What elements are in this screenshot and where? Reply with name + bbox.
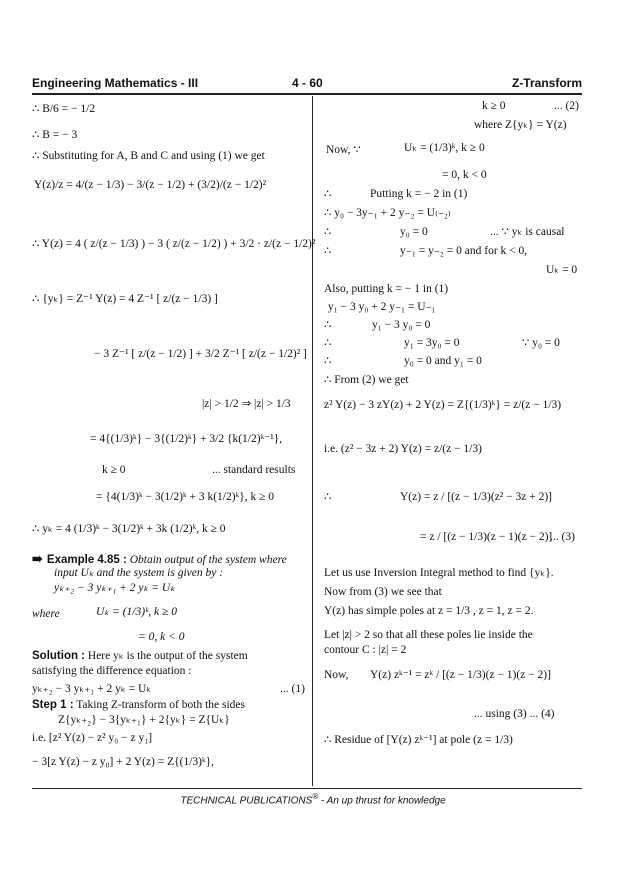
solution-text: Here yₖ is the output of the system	[85, 650, 248, 662]
math-line: yₖ₊₂ − 3 yₖ₊₁ + 2 yₖ = Uₖ	[32, 683, 152, 695]
solution-line	[32, 649, 248, 664]
math-line: y₀ = 0 and y₁ = 0	[404, 355, 482, 367]
math-line: = 0, k < 0	[138, 631, 185, 643]
text-line: contour C : |z| = 2	[324, 644, 407, 656]
text-line: Also, putting k = − 1 in (1)	[324, 283, 449, 295]
math-line: ∴ {yₖ} = Z⁻¹ Y(z) = 4 Z⁻¹ [ z/(z − 1/3) ]	[32, 293, 218, 305]
therefore-symbol: ∴	[324, 491, 332, 503]
footer-tagline: - An up thrust for knowledge	[318, 795, 446, 807]
math-line: |z| > 1/2 ⇒ |z| > 1/3	[202, 398, 291, 410]
example-text: input Uₖ and the system is given by :	[54, 567, 224, 579]
footer	[0, 792, 626, 806]
arrow-icon: ➠	[32, 551, 43, 566]
left-column	[32, 0, 316, 883]
math-line: Uₖ = 0	[546, 264, 578, 276]
math-line: z² Y(z) − 3 zY(z) + 2 Y(z) = Z{(1/3)ᵏ} = z/(z − 1/3)	[324, 399, 562, 411]
therefore-symbol: ∴	[324, 337, 332, 349]
therefore-symbol: ∴	[324, 355, 332, 367]
math-note: ∵ y₀ = 0	[522, 337, 560, 349]
math-line: = {4(1/3)ᵏ − 3(1/2)ᵏ + 3 k(1/2)ᵏ}, k ≥ 0	[96, 491, 275, 503]
math-line: = z / [(z − 1/3)(z − 1)(z − 2)]	[420, 531, 553, 543]
math-line: ∴ yₖ = 4 (1/3)ᵏ − 3(1/2)ᵏ + 3k (1/2)ᵏ, k ≥ 0	[32, 523, 226, 535]
math-note: ... ∵ yₖ is causal	[490, 226, 565, 238]
footer-rule	[32, 788, 582, 789]
math-line: Z{yₖ₊₂} − 3{yₖ₊₁} + 2{yₖ} = Z{Uₖ}	[58, 714, 230, 726]
running-header-chapter: Z-Transform	[511, 76, 582, 90]
math-line: i.e. [z² Y(z) − z² y₀ − z y₁]	[32, 732, 153, 744]
math-line: where Z{yₖ} = Y(z)	[474, 119, 567, 131]
registered-mark: ®	[312, 792, 319, 801]
math-line: i.e. (z² − 3z + 2) Y(z) = z/(z − 1/3)	[324, 443, 482, 455]
math-line: Uₖ = (1/3)ᵏ, k ≥ 0	[96, 606, 177, 618]
equation-ref: ... (1)	[280, 683, 305, 695]
column-divider	[312, 96, 313, 786]
math-line: y₀ = 0	[400, 226, 428, 238]
math-line: − 3[z Y(z) − z y₀] + 2 Y(z) = Z{(1/3)ᵏ},	[32, 756, 215, 768]
therefore-symbol: ∴	[324, 319, 332, 331]
therefore-symbol: ∴	[324, 226, 332, 238]
math-line: Y(z) zᵏ⁻¹ = zᵏ / [(z − 1/3)(z − 1)(z − 2)]	[370, 669, 551, 681]
running-header-title: Engineering Mathematics - III	[32, 76, 199, 90]
footer-publisher: TECHNICAL PUBLICATIONS	[180, 795, 313, 807]
text-line: Now, ∵	[326, 144, 361, 156]
page-number: 4 - 60	[292, 76, 323, 90]
math-line: Y(z)/z = 4/(z − 1/3) − 3/(z − 1/2) + (3/2)/(z − 1/2)²	[34, 179, 267, 191]
example-text: yₖ₊₂ − 3 yₖ₊₁ + 2 yₖ = Uₖ	[54, 582, 176, 594]
step-text: Taking Z-transform of both the sides	[73, 699, 245, 711]
text-line: ∴ From (2) we get	[324, 374, 409, 386]
equation-ref: ... (3)	[550, 531, 575, 543]
solution-label: Solution :	[32, 650, 86, 662]
math-line: ∴ B/6 = − 1/2	[32, 103, 96, 115]
text-line: Y(z) has simple poles at z = 1/3 , z = 1, z = 2.	[324, 605, 534, 617]
where-label: where	[32, 608, 60, 620]
math-line: Y(z) = z / [(z − 1/3)(z² − 3z + 2)]	[400, 491, 552, 503]
math-line: k ≥ 0	[482, 100, 506, 112]
math-line: y₁ − 3 y₀ + 2 y₋₁ = U₋₁	[328, 301, 436, 313]
math-line: − 3 Z⁻¹ [ z/(z − 1/2) ] + 3/2 Z⁻¹ [ z/(z − 1/2)² ]	[94, 348, 307, 360]
math-ref: ... standard results	[212, 464, 296, 476]
therefore-symbol: ∴	[324, 245, 332, 257]
equation-ref: ... (2)	[554, 100, 579, 112]
math-line: ∴ Residue of [Y(z) zᵏ⁻¹] at pole (z = 1/3)	[324, 734, 513, 746]
math-line: y₁ = 3y₀ = 0	[404, 337, 460, 349]
right-column	[324, 0, 586, 883]
step-label: Step 1 :	[32, 699, 74, 711]
math-line: ∴ Y(z) = 4 ( z/(z − 1/3) ) − 3 ( z/(z − 1/2) ) + 3/2 · z/(z − 1/2)²	[32, 238, 316, 250]
math-line: y₋₁ = y₋₂ = 0 and for k < 0,	[400, 245, 528, 257]
text-line: satisfying the difference equation :	[32, 665, 192, 677]
math-line: = 0, k < 0	[442, 169, 487, 181]
text-line: Now,	[324, 669, 349, 681]
math-line: k ≥ 0	[102, 464, 126, 476]
therefore-symbol: ∴	[324, 188, 332, 200]
math-line: ∴ B = − 3	[32, 129, 78, 141]
text-line: Let us use Inversion Integral method to find {yₖ}.	[324, 567, 554, 579]
text-line: Now from (3) we see that	[324, 586, 442, 598]
example-text: Obtain output of the system where	[129, 554, 287, 566]
math-line: = 4{(1/3)ᵏ} − 3{(1/2)ᵏ} + 3/2 {k(1/2)ᵏ⁻¹},	[90, 433, 283, 445]
math-line: Uₖ = (1/3)ᵏ, k ≥ 0	[404, 142, 485, 154]
equation-ref: ... using (3) ... (4)	[474, 708, 555, 720]
text-line: Let |z| > 2 so that all these poles lie inside the	[324, 629, 533, 641]
example-label: Example 4.85 :	[46, 554, 127, 566]
math-line: Putting k = − 2 in (1)	[370, 188, 468, 200]
math-line: ∴ y₀ − 3y₋₁ + 2 y₋₂ = U₍₋₂₎	[324, 207, 451, 219]
math-line: y₁ − 3 y₀ = 0	[372, 319, 431, 331]
step-line	[32, 698, 245, 713]
text-line: ∴ Substituting for A, B and C and using (1) we get	[32, 150, 265, 162]
